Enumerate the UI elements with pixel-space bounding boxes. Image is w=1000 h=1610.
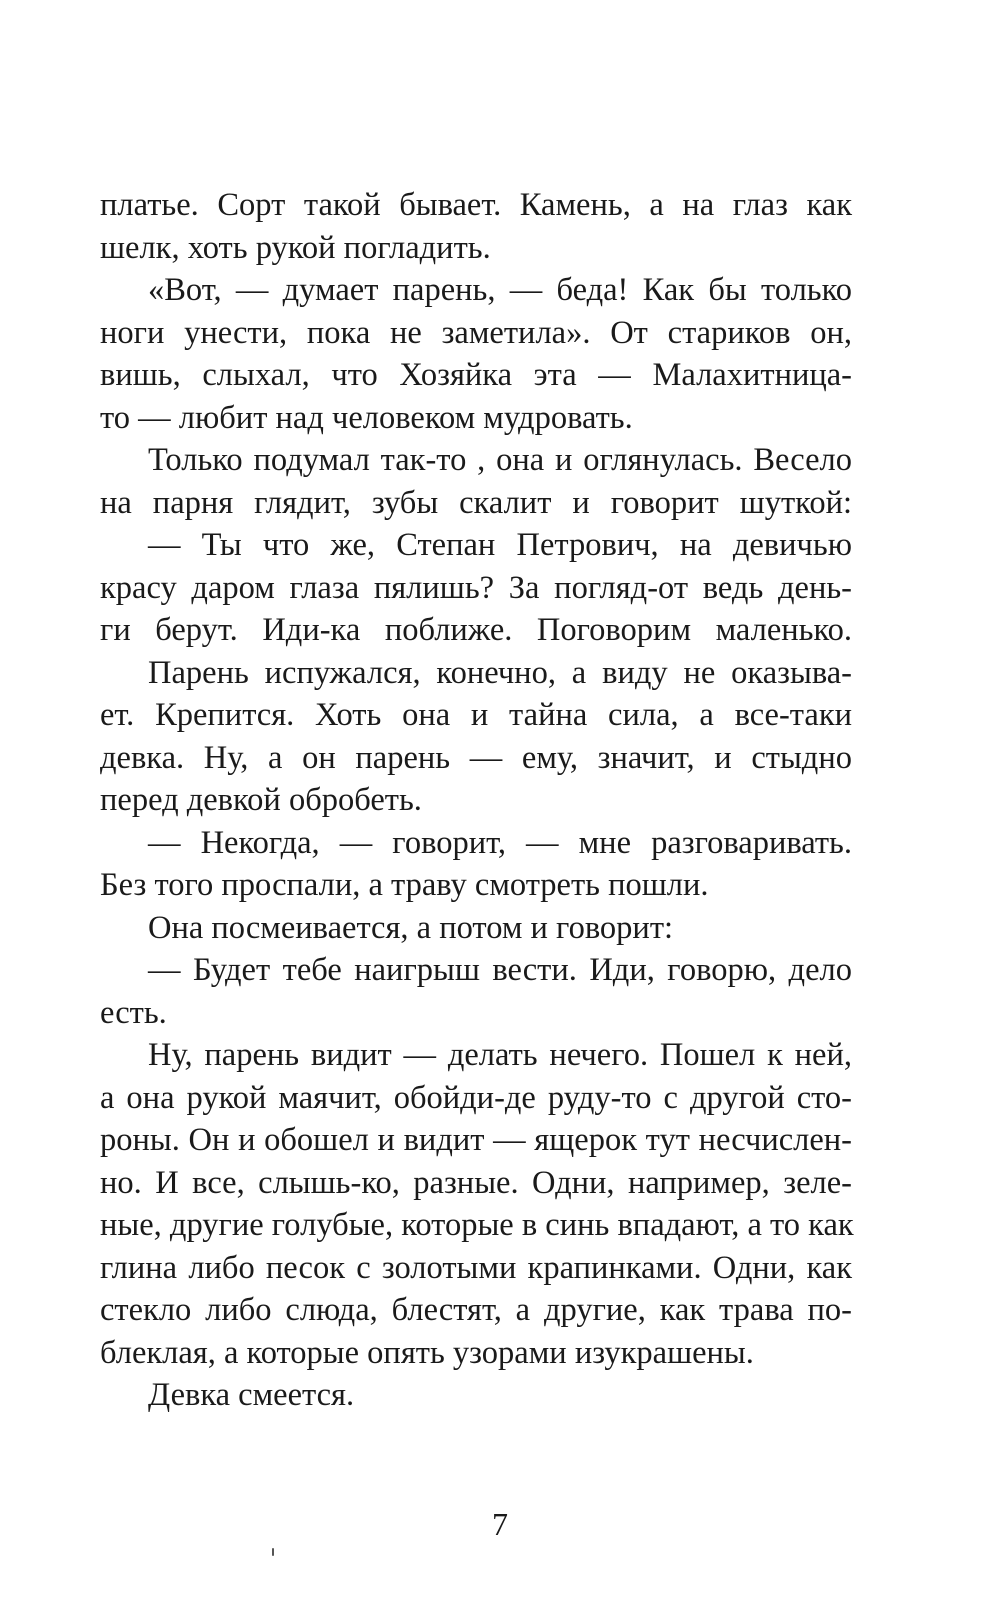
text-line: Она посмеивается, а потом и говорит: <box>148 909 674 946</box>
text-line: «Вот, — думает парень, — беда! Как бы только <box>148 272 852 308</box>
text-line: девка. Ну, а он парень — ему, значит, и стыдно <box>100 739 852 776</box>
text-line: красу даром глаза пялишь? За погляд-от ведь день- <box>100 569 852 606</box>
print-speck <box>272 1548 274 1556</box>
text-line: шелк, хоть рукой погладить. <box>100 229 491 266</box>
text-line: Только подумал так-то , она и оглянулась. Весело <box>148 442 852 478</box>
text-line: вишь, слыхал, что Хозяйка эта — Малахитница- <box>100 357 852 393</box>
text-line: ги берут. Иди-ка поближе. Поговорим маленько. <box>100 612 852 648</box>
text-line: есть. <box>100 994 167 1031</box>
text-line: блеклая, а которые опять узорами изукрашены. <box>100 1334 754 1371</box>
text-line: перед девкой обробеть. <box>100 782 422 818</box>
text-line: глина либо песок с золотыми крапинками. Одни, как <box>100 1249 852 1286</box>
text-line: а она рукой маячит, обойди-де руду-то с другой сто- <box>100 1079 852 1116</box>
text-line: ет. Крепится. Хоть она и тайна сила, а все-таки <box>100 697 852 733</box>
text-line: Девка смеется. <box>148 1377 355 1413</box>
text-line: ные, другие голубые, которые в синь впадают, а то как <box>100 1207 854 1243</box>
text-line: Без того проспали, а траву смотреть пошли. <box>100 867 709 903</box>
text-line: платье. Сорт такой бывает. Камень, а на глаз как <box>100 187 852 223</box>
text-line: на парня глядит, зубы скалит и говорит шуткой: <box>100 484 852 521</box>
text-line: то — любит над человеком мудровать. <box>100 399 633 436</box>
text-line: роны. Он и обошел и видит — ящерок тут несчислен- <box>100 1122 852 1158</box>
text-line: Парень испужался, конечно, а виду не оказыва- <box>148 654 852 691</box>
text-line: — Некогда, — говорит, — мне разговаривать. <box>148 824 852 861</box>
text-line: Ну, парень видит — делать нечего. Пошел к ней, <box>148 1037 852 1073</box>
text-line: — Будет тебе наигрыш вести. Иди, говорю, дело <box>148 952 852 988</box>
text-line: — Ты что же, Степан Петрович, на девичью <box>148 527 852 563</box>
body-text <box>100 184 852 1417</box>
page-number: 7 <box>492 1506 508 1542</box>
text-line: стекло либо слюда, блестят, а другие, как трава по- <box>100 1292 852 1328</box>
text-line: ноги унести, пока не заметила». От стариков он, <box>100 314 852 351</box>
text-line: но. И все, слышь-ко, разные. Одни, например, зеле- <box>100 1164 852 1201</box>
